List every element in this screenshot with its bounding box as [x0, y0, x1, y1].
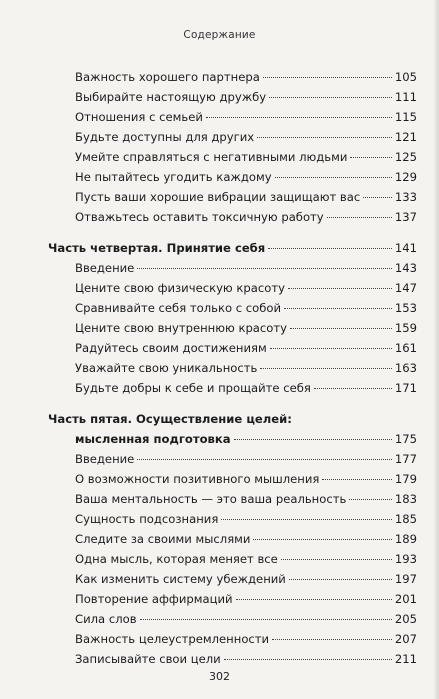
toc-entry: [75, 261, 417, 275]
toc-entry-page: 171: [394, 381, 417, 395]
dot-leader: [281, 559, 392, 560]
dot-leader: [272, 639, 392, 640]
dot-leader: [289, 579, 392, 580]
toc-entry-page: 197: [394, 572, 417, 586]
toc-entry-title: Как изменить систему убеждений: [75, 572, 286, 586]
toc-entry-title: Следите за своими мыслями: [75, 532, 251, 546]
toc-entry-title: Отношения с семьей: [75, 110, 203, 124]
part-title-line1: Часть пятая. Осуществление целей:: [48, 412, 292, 426]
toc-entry-page: 143: [394, 261, 417, 275]
toc-entry-page: 153: [394, 301, 417, 315]
part-title: Часть четвертая. Принятие себя: [48, 241, 266, 255]
toc-entry-page: 121: [394, 130, 417, 144]
toc-entry-page: 105: [394, 70, 417, 84]
toc-part-heading: [48, 241, 417, 255]
toc-entry-title: Будьте добры к себе и прощайте себя: [75, 381, 311, 395]
toc-entry: [75, 452, 417, 466]
toc-entry-page: 201: [394, 592, 417, 606]
toc-entry-page: 159: [394, 321, 417, 335]
toc-entry-page: 205: [394, 612, 417, 626]
toc-entry-title: Одна мысль, которая меняет все: [75, 552, 278, 566]
toc-entry-page: 189: [394, 532, 417, 546]
dot-leader: [260, 368, 391, 369]
toc-entry-title: Важность хорошего партнера: [75, 70, 260, 84]
dot-leader: [363, 197, 392, 198]
dot-leader: [290, 328, 392, 329]
toc-entry-page: 185: [394, 512, 417, 526]
dot-leader: [224, 659, 392, 660]
page-edge-shadow: [433, 0, 439, 699]
toc-entry-page: 147: [394, 281, 417, 295]
toc-entry-page: 211: [394, 652, 417, 666]
toc-entry: [75, 130, 417, 144]
dot-leader: [322, 479, 391, 480]
dot-leader: [137, 268, 392, 269]
toc-entry: [75, 572, 417, 586]
toc-part-heading: [75, 432, 417, 446]
toc-entry: [75, 592, 417, 606]
toc-entry: [75, 150, 417, 164]
dot-leader: [268, 248, 392, 249]
toc-entry-page: 133: [394, 190, 417, 204]
toc-entry-title: О возможности позитивного мышления: [75, 472, 320, 486]
toc-entry-title: Ваша ментальность — это ваша реальность: [75, 492, 347, 506]
toc-entry-page: 161: [394, 341, 417, 355]
toc-entry: [75, 90, 417, 104]
toc-entry: [75, 612, 417, 626]
dot-leader: [206, 117, 392, 118]
toc-entry: [75, 210, 417, 224]
toc-entry: [75, 281, 417, 295]
toc-entry-title: Не пытайтесь угодить каждому: [75, 170, 272, 184]
dot-leader: [269, 97, 392, 98]
dot-leader: [221, 519, 392, 520]
toc-entry-page: 207: [394, 632, 417, 646]
part-page: 175: [394, 432, 417, 446]
toc-entry: [75, 381, 417, 395]
toc-entry: [75, 341, 417, 355]
toc-entry: [75, 361, 417, 375]
toc-entry-page: 111: [394, 90, 417, 104]
toc-entry: [75, 632, 417, 646]
toc-entry: [75, 552, 417, 566]
toc-entry-title: Сила слов: [75, 612, 137, 626]
toc-entry-title: Записывайте свои цели: [75, 652, 221, 666]
dot-leader: [263, 77, 392, 78]
toc-entry-title: Умейте справляться с негативными людьми: [75, 150, 348, 164]
toc-entry-page: 179: [394, 472, 417, 486]
dot-leader: [284, 308, 392, 309]
toc-entry: [75, 492, 417, 506]
dot-leader: [257, 137, 392, 138]
toc-entry-title: Введение: [75, 452, 135, 466]
dot-leader: [349, 499, 392, 500]
toc-entry: [75, 532, 417, 546]
dot-leader: [314, 388, 392, 389]
page-number: 302: [209, 670, 230, 683]
dot-leader: [350, 157, 391, 158]
toc-entry-title: Введение: [75, 261, 135, 275]
dot-leader: [275, 177, 392, 178]
toc-entry-title: Будьте доступны для других: [75, 130, 255, 144]
toc-entry-title: Важность целеустремленности: [75, 632, 270, 646]
toc-entry-title: Пусть ваши хорошие вибрации защищают вас: [75, 190, 361, 204]
toc-entry: [75, 321, 417, 335]
toc-entry-title: Радуйтесь своим достижениям: [75, 341, 267, 355]
toc-entry-page: 125: [394, 150, 417, 164]
toc-entry-page: 137: [394, 210, 417, 224]
toc-entry-page: 183: [394, 492, 417, 506]
toc-entry-page: 177: [394, 452, 417, 466]
toc-entry-title: Уважайте свою уникальность: [75, 361, 258, 375]
dot-leader: [140, 619, 392, 620]
dot-leader: [137, 459, 392, 460]
toc-entry-page: 115: [394, 110, 417, 124]
toc-entry-title: Повторение аффирмаций: [75, 592, 233, 606]
toc-entry-title: Отважьтесь оставить токсичную работу: [75, 210, 324, 224]
dot-leader: [327, 217, 392, 218]
toc-entry: [75, 512, 417, 526]
toc-entry: [75, 70, 417, 84]
toc-entry: [75, 190, 417, 204]
toc-entry-title: Сравнивайте себя только с собой: [75, 301, 282, 315]
part-page: 141: [394, 241, 417, 255]
toc-entry-title: Сущность подсознания: [75, 512, 219, 526]
dot-leader: [236, 599, 392, 600]
dot-leader: [270, 348, 392, 349]
toc-entry-title: Цените свою физическую красоту: [75, 281, 285, 295]
toc-entry: [75, 652, 417, 666]
part-title-line2: мысленная подготовка: [75, 432, 231, 446]
page-header-title: Содержание: [183, 29, 256, 41]
toc-entry: [75, 472, 417, 486]
toc-entry: [75, 301, 417, 315]
toc-entry-page: 129: [394, 170, 417, 184]
toc-entry-title: Цените свою внутреннюю красоту: [75, 321, 287, 335]
toc-entry: [75, 170, 417, 184]
toc-entry: [75, 110, 417, 124]
toc-entry-title: Выбирайте настоящую дружбу: [75, 90, 267, 104]
dot-leader: [234, 439, 392, 440]
toc-entry-page: 193: [394, 552, 417, 566]
dot-leader: [253, 539, 391, 540]
dot-leader: [288, 288, 392, 289]
toc-entry-page: 163: [394, 361, 417, 375]
